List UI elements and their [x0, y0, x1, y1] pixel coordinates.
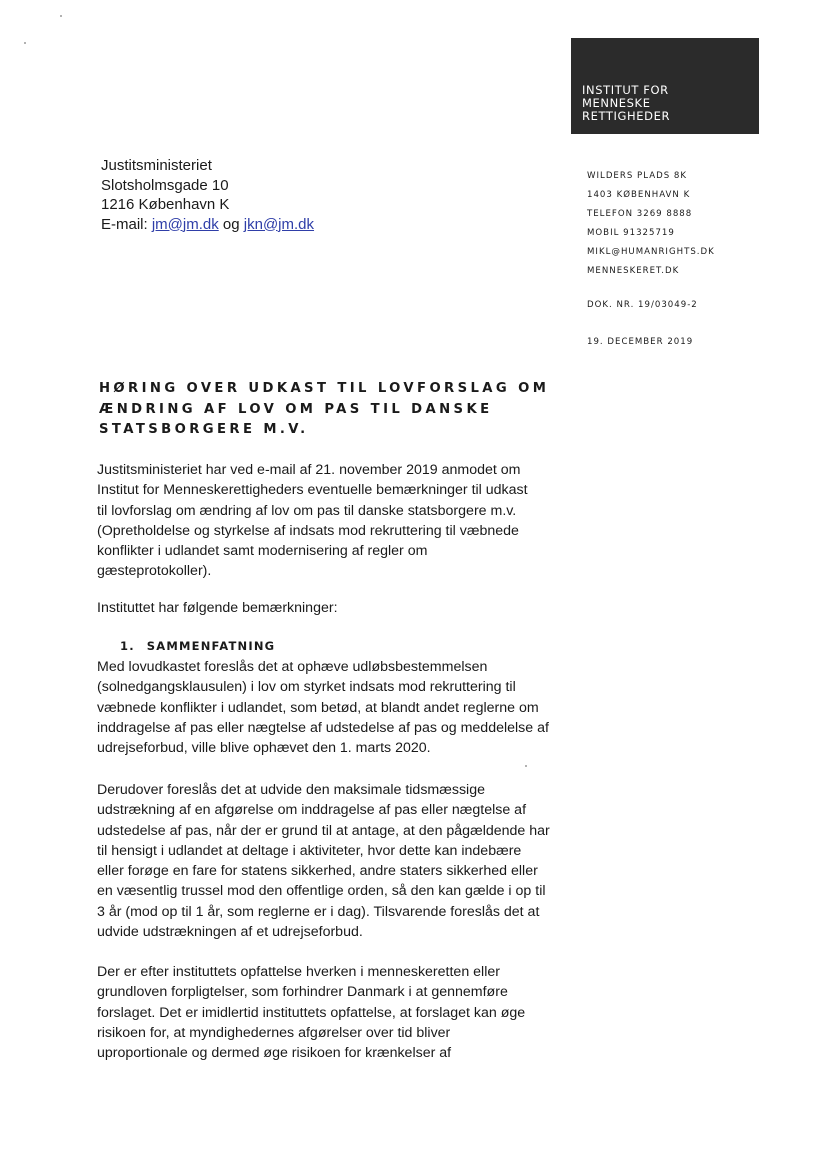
paragraph-line: uproportionale og dermed øge risikoen for krænkelser af — [97, 1045, 452, 1062]
paragraph-line: til hensigt i udlandet at deltage i aktiviteter, hvor dette kan indebære — [97, 842, 522, 859]
paragraph-line: udstedelse af pas, når der er grund til at antage, at den pågældende har — [97, 822, 550, 839]
paragraph-line: 3 år (mod op til 1 år, som reglerne er i dag). Tilsvarende foreslås det at — [97, 903, 540, 920]
title-line: STATSBORGERE M.V. — [99, 422, 309, 437]
logo-line: INSTITUT FOR — [582, 83, 669, 97]
scan-speck — [525, 765, 527, 767]
paragraph-line: en væsentlig trussel mod den offentlige orden, så den kan gælde i op til — [97, 883, 546, 900]
section-title: SAMMENFATNING — [146, 639, 276, 653]
document-date: 19. DECEMBER 2019 — [587, 337, 694, 347]
paragraph-line: forslaget. Det er imidlertid instituttets opfattelse, at forslaget kan øge — [97, 1004, 526, 1021]
paragraph-line: Derudover foreslås det at udvide den maksimale tidsmæssige — [97, 782, 485, 798]
paragraph-line: inddragelse af pas eller nægtelse af udstedelse af pas og meddelelse af — [97, 719, 549, 736]
sender-web: MENNESKERET.DK — [587, 266, 680, 276]
recipient-address — [101, 156, 314, 234]
sender-city: 1403 KØBENHAVN K — [587, 190, 691, 200]
logo-line: RETTIGHEDER — [582, 109, 671, 123]
recipient-email-line — [101, 215, 314, 235]
paragraph-line: Justitsministeriet har ved e-mail af 21. november 2019 anmodet om — [97, 462, 521, 478]
intro-paragraph — [97, 460, 528, 582]
paragraph-line: risikoen for, at myndighedernes afgørelser over tid bliver — [97, 1024, 451, 1041]
paragraph-line: Instituttet har følgende bemærkninger: — [97, 600, 338, 616]
summary-paragraph-2 — [97, 780, 550, 942]
paragraph-line: udrejseforbud, ville blive ophævet den 1. marts 2020. — [97, 740, 431, 757]
paragraph-line: Institut for Menneskerettigheders eventuelle bemærkninger til udkast — [97, 482, 528, 499]
recipient-street: Slotsholmsgade 10 — [101, 176, 229, 194]
scan-speck — [24, 42, 26, 44]
email-link-jkn[interactable]: jkn@jm.dk — [243, 215, 315, 233]
paragraph-line: (Opretholdelse og styrkelse af indsats mod rekruttering til væbnede — [97, 522, 519, 539]
summary-paragraph-1 — [97, 657, 549, 758]
email-joiner: og — [222, 215, 240, 233]
summary-paragraph-3 — [97, 962, 525, 1063]
section-number: 1. — [120, 639, 135, 653]
paragraph-line: udvide udstrækningen af et udrejseforbud. — [97, 924, 363, 941]
email-link-jm[interactable]: jm@jm.dk — [151, 215, 219, 233]
sender-contact-block — [587, 167, 715, 281]
paragraph-line: udstrækning af en afgørelse om inddragelse af pas eller nægtelse af — [97, 802, 527, 819]
paragraph-line: (solnedgangsklausulen) i lov om styrket indsats mod rekruttering til — [97, 679, 516, 696]
title-line: HØRING OVER UDKAST TIL LOVFORSLAG OM — [99, 381, 550, 396]
scan-speck — [60, 15, 62, 17]
paragraph-line: Der er efter instituttets opfattelse hverken i menneskeretten eller — [97, 964, 500, 980]
sender-phone: TELEFON 3269 8888 — [587, 209, 693, 219]
section-heading-summary — [120, 639, 275, 653]
paragraph-line: eller forøge en fare for statens sikkerhed, andre staters sikkerhed eller — [97, 863, 538, 880]
sender-mobile: MOBIL 91325719 — [587, 228, 675, 238]
logo-line: MENNESKE — [582, 96, 651, 110]
sender-address: WILDERS PLADS 8K — [587, 171, 687, 181]
recipient-city: 1216 København K — [101, 196, 230, 213]
paragraph-line: til lovforslag om ændring af lov om pas til danske statsborgere m.v. — [97, 502, 517, 519]
document-number: DOK. NR. 19/03049-2 — [587, 300, 698, 310]
title-line: ÆNDRING AF LOV OM PAS TIL DANSKE — [99, 401, 493, 417]
paragraph-line: gæsteprotokoller). — [97, 563, 212, 580]
recipient-name: Justitsministeriet — [101, 157, 212, 174]
sender-email: MIKL@HUMANRIGHTS.DK — [587, 247, 715, 257]
document-title — [99, 379, 549, 441]
paragraph-line: Med lovudkastet foreslås det at ophæve udløbsbestemmelsen — [97, 659, 488, 675]
paragraph-line: grundloven forpligtelser, som forhindrer Danmark i at gennemføre — [97, 984, 508, 1001]
paragraph-line: konflikter i udlandet samt modernisering af regler om — [97, 543, 428, 560]
paragraph-line: væbnede konflikter i udlandet, som betød, at blandt andet reglerne om — [97, 699, 539, 716]
remarks-line — [97, 598, 338, 618]
institute-logo — [571, 38, 759, 134]
email-label: E-mail: — [101, 215, 148, 233]
